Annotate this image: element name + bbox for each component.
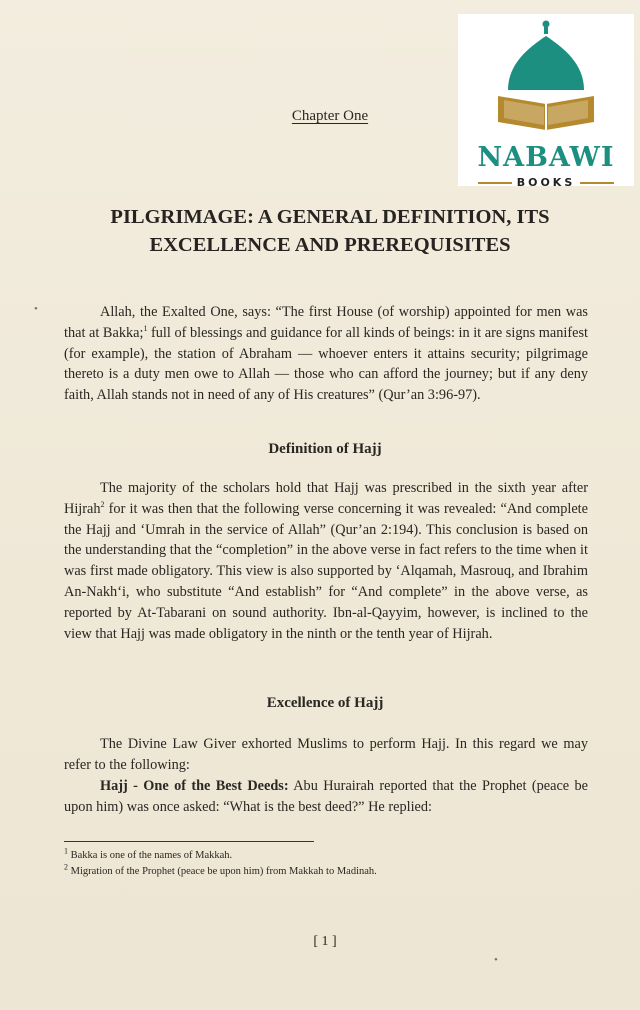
logo-name: NABAWI [477,142,615,173]
heading-definition: Definition of Hajj [268,441,382,457]
margin-mark: • [494,954,498,966]
best-deeds-paragraph: Hajj - One of the Best Deeds: Abu Hurairah reported that the Prophet (peace be upon him) was once asked: “What is the best deed?” He replied: [64,778,589,815]
intro-paragraph: Allah, the Exalted One, says: “The first House (of worship) appointed for men was that at Bakka;$^1$ full of blessings and guidance for all kinds of beings: in it are signs manifest (for example), the station of Abraham — whoever enters it attains security; pilgrimage thereto is a duty men owe to Allah — those who can afford the journey; but if any deny faith, Allah stands not in need of any of His creatures” (Qur’an 3:96-97). [64,304,588,404]
chapter-title [60,203,600,259]
footnote-1: $^1$ Bakka is one of the names of Makkah. [64,846,233,861]
page-number: [ 1 ] [313,934,337,949]
logo-rule-right [580,182,614,184]
margin-mark: • [34,303,38,315]
excellence-paragraph: The Divine Law Giver exhorted Muslims to perform Hajj. In this regard we may refer to the following: [64,736,588,773]
heading-excellence: Excellence of Hajj [266,695,384,711]
chapter-label: Chapter One [291,108,369,124]
footnote-ref-1: 1 [143,324,148,334]
title-line-2: EXCELLENCE AND PREREQUISITES [149,234,511,256]
logo-subtitle: BOOKS [516,176,576,189]
nabawi-books-logo [458,14,634,189]
footnote-divider [64,841,314,842]
footnote-ref-2: 2 [100,500,105,510]
definition-paragraph: The majority of the scholars hold that Hajj was prescribed in the sixth year after Hijrah$^2$ for it was then that the following verse concerning it was revealed: “And complete the Hajj and ‘Umrah in the service of Allah” (Qur’an 2:194). This conclusion is based on the understanding that the “completion” in the above verse in fact refers to the time when it was first made obligatory. This view is also supported by ‘Alqamah, Masrouq, and Ibrahim An-Nakh‘i, who substitute “And establish” for “And complete” in the above verse, as reported by At-Tabarani on sound authority. Ibn-al-Qayyim, however, is inclined to the view that Hajj was made obligatory in the ninth or the tenth year of Hijrah. [64,480,588,642]
title-line-1: PILGRIMAGE: A GENERAL DEFINITION, ITS [110,206,550,228]
best-deeds-label: Hajj - One of the Best Deeds: [100,778,289,794]
footnote-2: $^2$ Migration of the Prophet (peace be upon him) from Makkah to Madinah. [64,862,377,877]
